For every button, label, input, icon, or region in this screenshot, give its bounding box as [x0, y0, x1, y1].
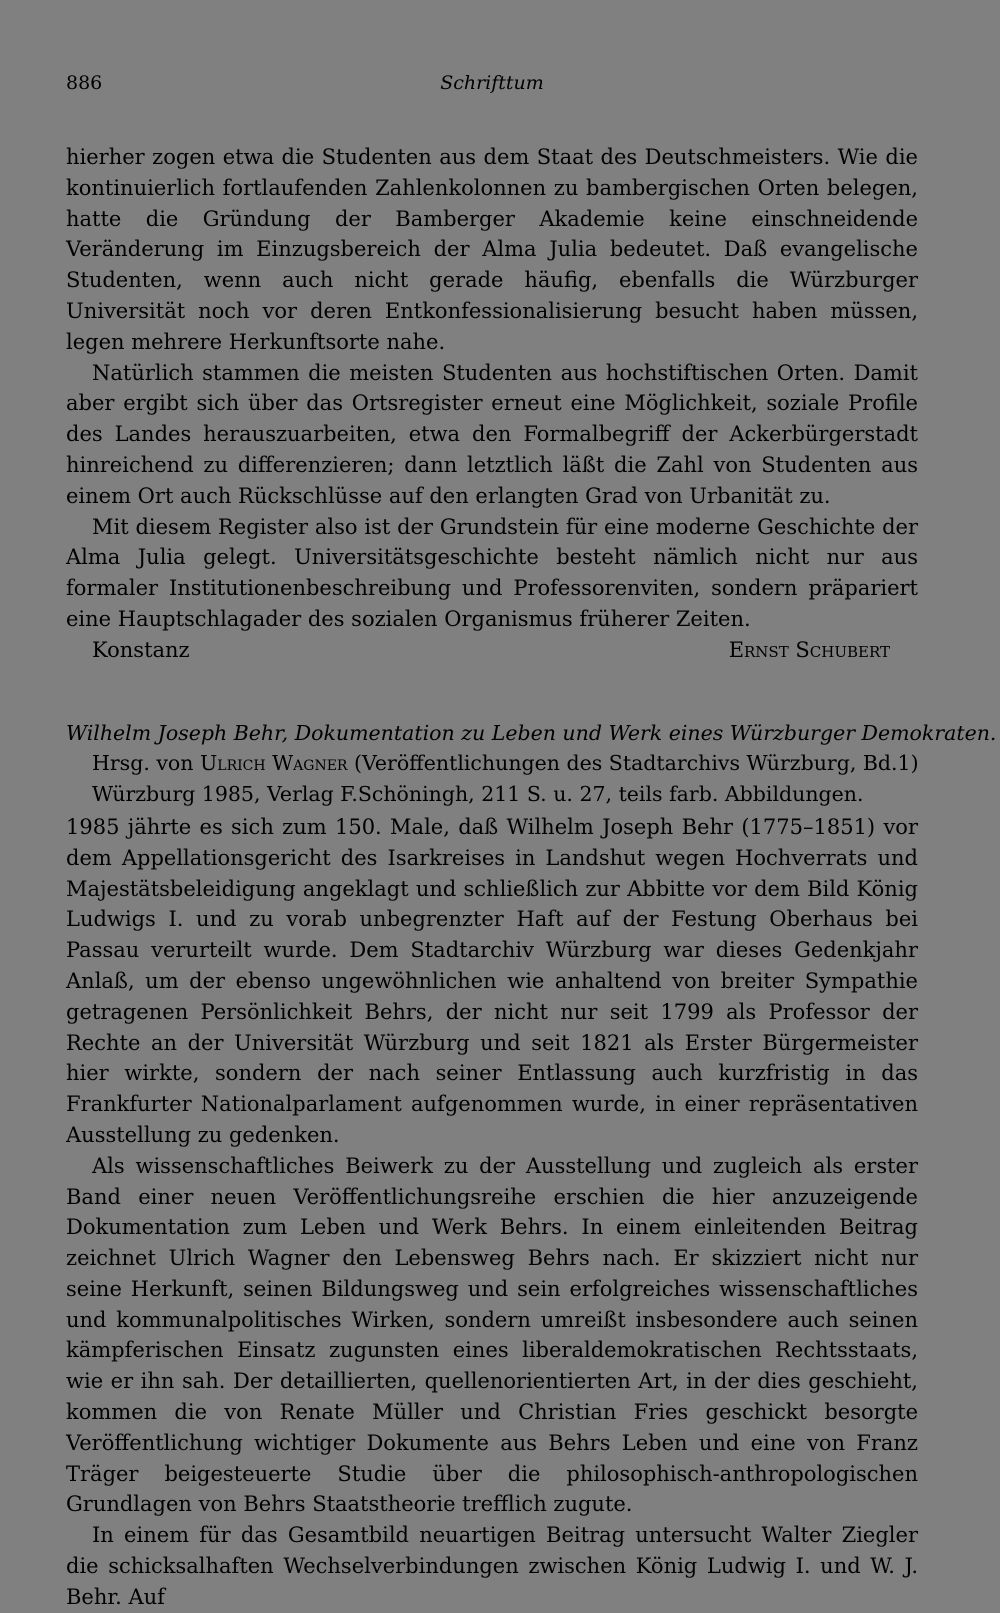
page-number: 886: [66, 72, 103, 94]
review-behr-text: [66, 812, 918, 1613]
paragraph: hierher zogen etwa die Studenten aus dem Staat des Deutschmeisters. Wie die kontinuierlich fortlaufenden Zahlenkolonnen zu bambergischen Orten belegen, hatte die Gründung der Bamberger Akademie keine einschneidende Veränderung im Einzugsbereich der Alma Julia bedeutet. Daß evangelische Studenten, wenn auch nicht gerade häufig, ebenfalls die Würzburger Universität noch vor deren Entkonfessionalisierung besucht haben müssen, legen mehrere Herkunftsorte nahe.: [66, 145, 918, 354]
book-title: Wilhelm Joseph Behr, Dokumentation zu Leben und Werk eines Würzburger Demokraten.: [66, 720, 997, 745]
paragraph: In einem für das Gesamtbild neuartigen Beitrag untersucht Walter Ziegler die schicksalhaften Wechselverbindungen zwischen König Ludwig I. und W. J. Behr. Auf: [66, 1523, 918, 1609]
running-head: [66, 72, 918, 102]
paragraph: Als wissenschaftliches Beiwerk zu der Ausstellung und zugleich als erster Band einer neuen Veröffentlichungsreihe erschien die hier anzuzeigende Dokumentation zum Leben und Werk Behrs. In einem einleitenden Beitrag zeichnet Ulrich Wagner den Lebensweg Behrs nach. Er skizziert nicht nur seine Herkunft, seinen Bildungsweg und sein erfolgreiches wissenschaftliches und kommunalpolitisches Wirken, sondern umreißt insbesondere auch seinen kämpferischen Einsatz zugunsten eines liberaldemokratischen Rechtsstaats, wie er ihn sah. Der detaillierten, quellenorientierten Art, in der dies geschieht, kommen die von Renate Müller und Christian Fries geschickt besorgte Veröffentlichung wichtiger Dokumente aus Behrs Leben und eine von Franz Träger beigesteuerte Studie über die philosophisch-anthropologischen Grundlagen von Behrs Staatstheorie trefflich zugute.: [66, 1153, 918, 1517]
review-heading: [66, 718, 997, 810]
editor-prefix: Hrsg. von: [92, 751, 200, 776]
signature-author: Ernst Schubert: [728, 637, 890, 662]
running-title: Schrifttum: [440, 72, 544, 94]
signature-place: Konstanz: [92, 637, 190, 662]
paragraph: Mit diesem Register also ist der Grundstein für eine moderne Geschichte der Alma Julia gelegt. Universitätsgeschichte besteht nämlich nicht nur aus formaler Institutionenbeschreibung und Professorenviten, sondern präpariert eine Hauptschlagader des sozialen Organismus früherer Zeiten.: [66, 514, 918, 631]
editor-series: (Veröffentlichungen des Stadtarchivs Würzburg, Bd.1): [347, 751, 919, 776]
review-schubert-text: [66, 142, 918, 635]
editor-name: Ulrich Wagner: [200, 751, 348, 776]
book-editor-line: [66, 748, 918, 779]
paragraph: Natürlich stammen die meisten Studenten aus hochstiftischen Orten. Damit aber ergibt sich über das Ortsregister erneut eine Möglichkeit, soziale Profile des Landes herauszuarbeiten, etwa den Formalbegriff der Ackerbürgerstadt hinreichend zu differenzieren; dann letztlich läßt die Zahl von Studenten aus einem Ort auch Rückschlüsse auf den erlangten Grad von Urbanität zu.: [66, 360, 918, 508]
book-page: [66, 72, 997, 1613]
book-publication-line: Würzburg 1985, Verlag F.Schöningh, 211 S. u. 27, teils farb. Abbildungen.: [92, 782, 864, 807]
paragraph: 1985 jährte es sich zum 150. Male, daß Wilhelm Joseph Behr (1775–1851) vor dem Appellationsgericht des Isarkreises in Landshut wegen Hochverrats und Majestätsbeleidigung angeklagt und schließlich zur Abbitte vor dem Bild König Ludwigs I. und zu vorab unbegrenzter Haft auf der Festung Oberhaus bei Passau verurteilt wurde. Dem Stadtarchiv Würzburg war dieses Gedenkjahr Anlaß, um der ebenso ungewöhnlichen wie anhaltend von breiter Sympathie getragenen Persönlichkeit Behrs, der nicht nur seit 1799 als Professor der Rechte an der Universität Würzburg und seit 1821 als Erster Bürgermeister hier wirkte, sondern der nach seiner Entlassung auch kurzfristig in das Frankfurter Nationalparlament aufgenommen wurde, in einer repräsentativen Ausstellung zu gedenken.: [66, 814, 918, 1147]
review-signature: [66, 635, 918, 666]
